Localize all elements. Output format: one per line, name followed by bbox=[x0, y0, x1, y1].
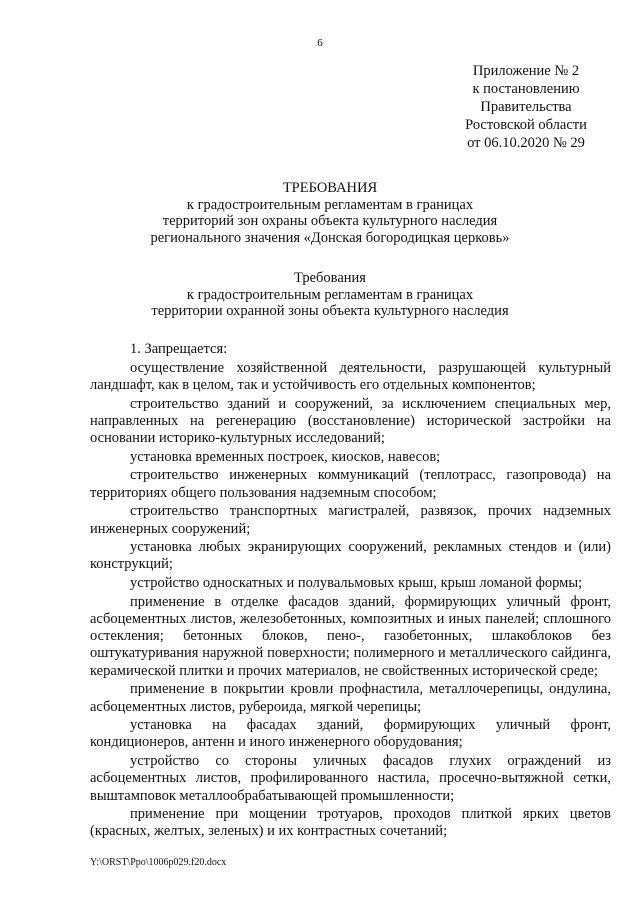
sub-heading bbox=[60, 270, 600, 320]
prohibition-item: применение в покрытии кровли профнастила, металлочерепицы, ондулина, асбоцементных листов, рубероида, мягкой черепицы; bbox=[90, 681, 611, 715]
main-heading bbox=[60, 180, 600, 246]
prohibition-item: строительство зданий и сооружений, за исключением специальных мер, направленных на регенерацию (восстановление) исторической застройки на основании историко-культурных исследований; bbox=[90, 395, 611, 447]
requirements-body bbox=[90, 341, 611, 841]
appendix-block bbox=[436, 62, 616, 152]
prohibition-item: установка любых экранирующих сооружений, рекламных стендов и (или) конструкций; bbox=[90, 539, 611, 573]
prohibition-item: осуществление хозяйственной деятельности, разрушающей культурный ландшафт, как в целом, так и устойчивость его отдельных компонентов; bbox=[90, 359, 611, 393]
prohibition-item: устройство со стороны уличных фасадов глухих ограждений из асбоцементных листов, профилированного настила, просечно-вытяжной сетки, выштамповок металлообрабатывающей промышленности; bbox=[90, 753, 611, 804]
main-heading-title: ТРЕБОВАНИЯ bbox=[282, 180, 378, 196]
sub-heading-line: к градостроительным регламентам в границах bbox=[186, 286, 474, 303]
main-heading-line: к градостроительным регламентам в границах bbox=[186, 196, 474, 213]
prohibition-item: применение при мощении тротуаров, проходов плиткой ярких цветов (красных, желтых, зеленых) и их контрастных сочетаний; bbox=[90, 806, 611, 840]
section-title: 1. Запрещается: bbox=[130, 341, 228, 357]
appendix-line: к постановлению bbox=[472, 81, 580, 97]
prohibition-item: строительство транспортных магистралей, развязок, прочих надземных инженерных сооружений; bbox=[90, 503, 611, 537]
sub-heading-line: территории охранной зоны объекта культурного наследия bbox=[151, 303, 509, 319]
appendix-line: Приложение № 2 bbox=[472, 63, 580, 79]
prohibition-item: применение в отделке фасадов зданий, формирующих уличный фронт, асбоцементных листов, железобетонных, композитных и иных панелей; сплошного остекления; бетонных блоков, пено-, газобетонных, шлакоблоков без оштукатуривания наружной поверхности; полимерного и металлического сайдинга, керамической плитки и прочих материалов, не свойственных исторической среде; bbox=[90, 593, 611, 679]
footer-file-path: Y:\ORST\Ppo\1006p029.f20.docx bbox=[90, 857, 227, 868]
page-number: 6 bbox=[317, 37, 323, 49]
appendix-line: Ростовской области bbox=[465, 117, 587, 133]
sub-heading-title: Требования bbox=[294, 270, 366, 286]
prohibition-item: установка на фасадах зданий, формирующих уличный фронт, кондиционеров, антенн и иного инженерного оборудования; bbox=[90, 717, 611, 751]
main-heading-line: территорий зон охраны объекта культурного наследия bbox=[162, 213, 498, 229]
prohibition-item: установка временных построек, киосков, навесов; bbox=[130, 448, 441, 465]
prohibition-item: строительство инженерных коммуникаций (теплотрасс, газопровода) на территориях общего пользования надземным способом; bbox=[90, 467, 611, 501]
appendix-line: от 06.10.2020 № 29 bbox=[467, 135, 585, 151]
prohibition-item: устройство односкатных и полувальмовых крыш, крыш ломаной формы; bbox=[130, 575, 583, 592]
main-heading-line: регионального значения «Донская богородицкая церковь» bbox=[150, 229, 510, 246]
appendix-line: Правительства bbox=[480, 99, 572, 115]
